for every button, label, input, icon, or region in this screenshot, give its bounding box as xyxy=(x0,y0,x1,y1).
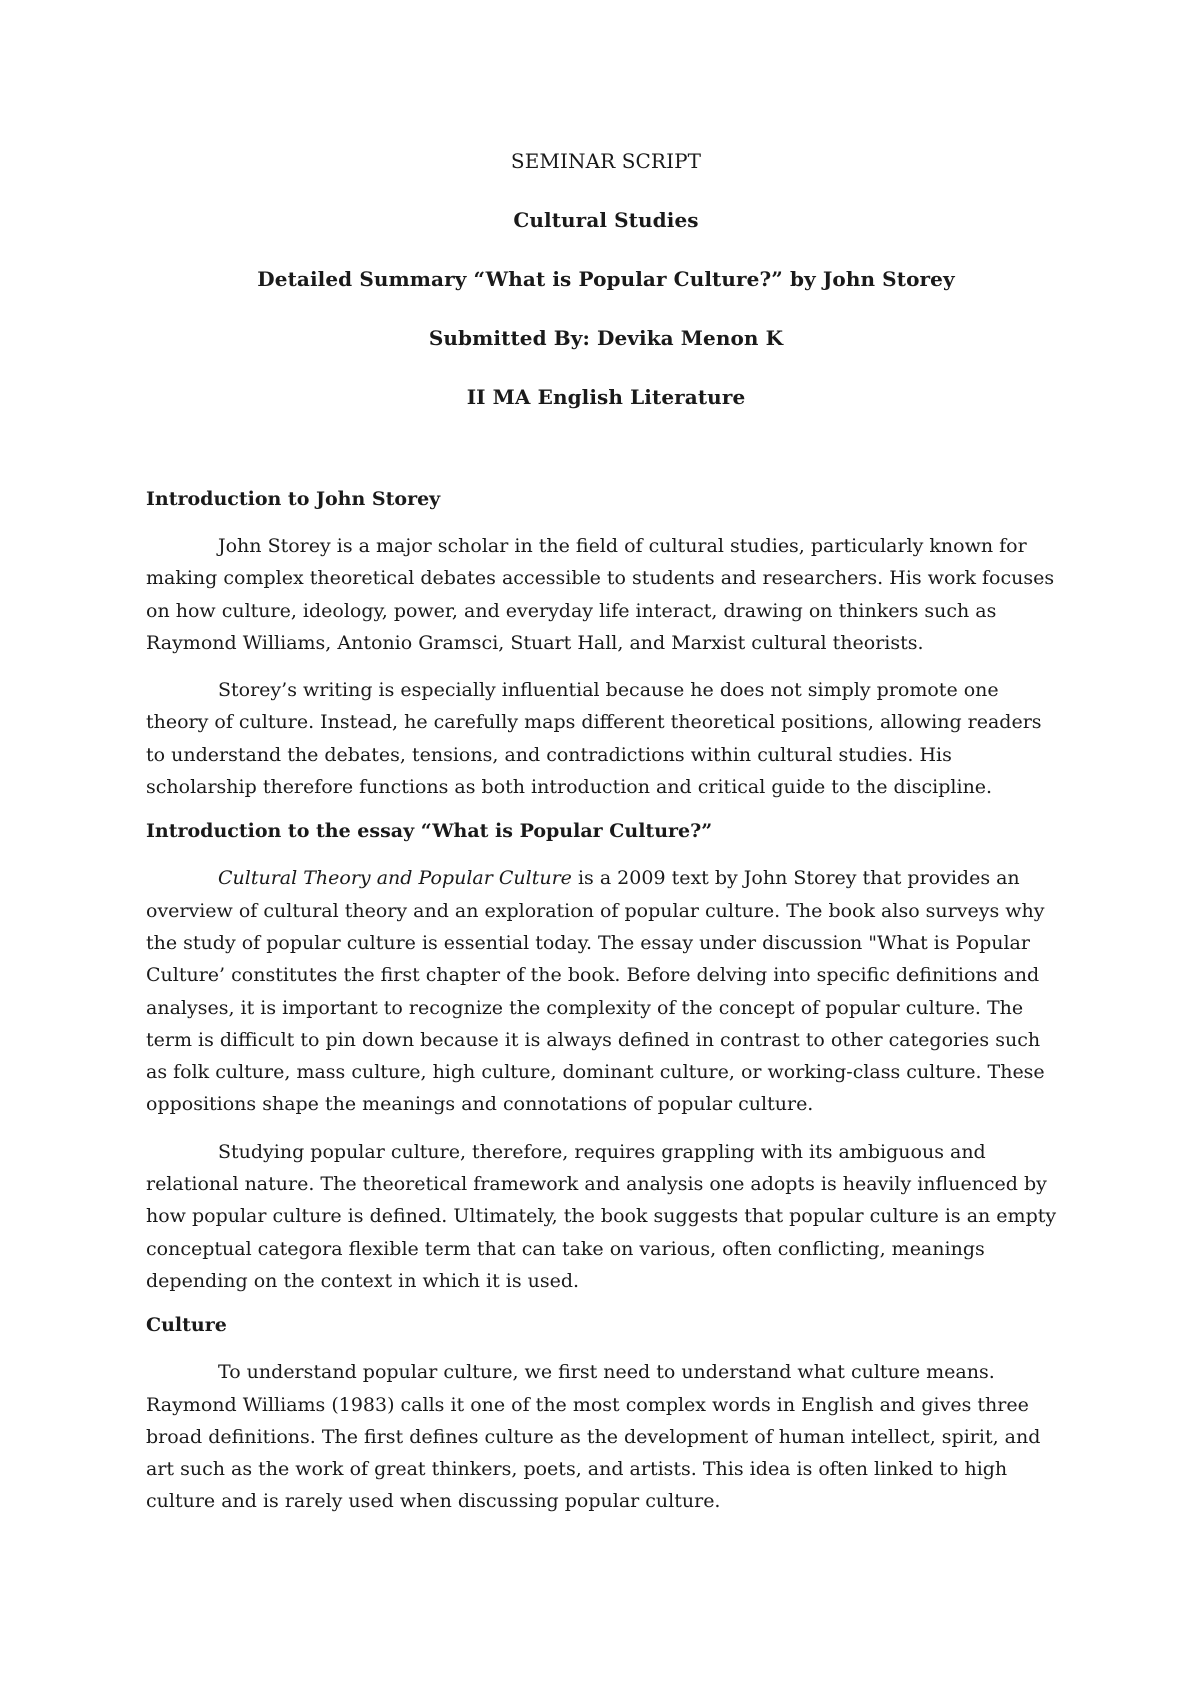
title-block xyxy=(146,148,1066,410)
section-heading: Introduction to John Storey xyxy=(146,488,441,510)
document-body xyxy=(146,148,1066,1518)
submitted-by: Submitted By: Devika Menon K xyxy=(428,326,784,350)
section-intro-essay xyxy=(146,818,1066,1297)
paragraph: Storey’s writing is especially influential because he does not simply promote one theory of culture. Instead, he carefully maps different theoretical positions, allowing readers to understand the debates, tensions, and contradictions within cultural studies. His scholarship therefore functions as both introduction and critical guide to the discipline. xyxy=(146,679,1042,799)
section-heading: Culture xyxy=(146,1314,227,1337)
class-line: II MA English Literature xyxy=(466,385,746,409)
section-intro-storey xyxy=(146,486,1066,803)
paragraph: Studying popular culture, therefore, requires grappling with its ambiguous and relational nature. The theoretical framework and analysis one adopts is heavily influenced by how popular culture is defined. Ultimately, the book suggests that popular culture is an empty conceptual categora flexible term that can take on various, often conflicting, meanings depending on the context in which it is used. xyxy=(146,1140,1057,1292)
book-title: Cultural Theory and Popular Culture xyxy=(218,867,572,890)
section-culture xyxy=(146,1312,1066,1517)
section-heading: Introduction to the essay “What is Popular Culture?” xyxy=(146,820,713,843)
paragraph: To understand popular culture, we first need to understand what culture means. Raymond Williams (1983) calls it one of the most complex words in English and gives three broad definitions. The first defines culture as the development of human intellect, spirit, and art such as the work of great thinkers, poets, and artists. This idea is often linked to high culture and is rarely used when discussing popular culture. xyxy=(146,1361,1041,1513)
subject-line: Cultural Studies xyxy=(513,208,699,232)
summary-title: Detailed Summary “What is Popular Culture?” by John Storey xyxy=(257,267,955,291)
paragraph xyxy=(146,862,1066,1120)
paragraph-text: is a 2009 text by John Storey that provides an overview of cultural theory and an exploration of popular culture. The book also surveys why the study of popular culture is essential today. The essay under discussion "What is Popular Culture’ constitutes the first chapter of the book. Before delving into specific definitions and analyses, it is important to recognize the complexity of the concept of popular culture. The term is difficult to pin down because it is always defined in contrast to other categories such as folk culture, mass culture, high culture, dominant culture, or working-class culture. These oppositions shape the meanings and connotations of popular culture. xyxy=(146,867,1045,1116)
paragraph: John Storey is a major scholar in the field of cultural studies, particularly known for making complex theoretical debates accessible to students and researchers. His work focuses on how culture, ideology, power, and everyday life interact, drawing on thinkers such as Raymond Williams, Antonio Gramsci, Stuart Hall, and Marxist cultural theorists. xyxy=(146,535,1055,654)
document-title: SEMINAR SCRIPT xyxy=(510,149,702,173)
